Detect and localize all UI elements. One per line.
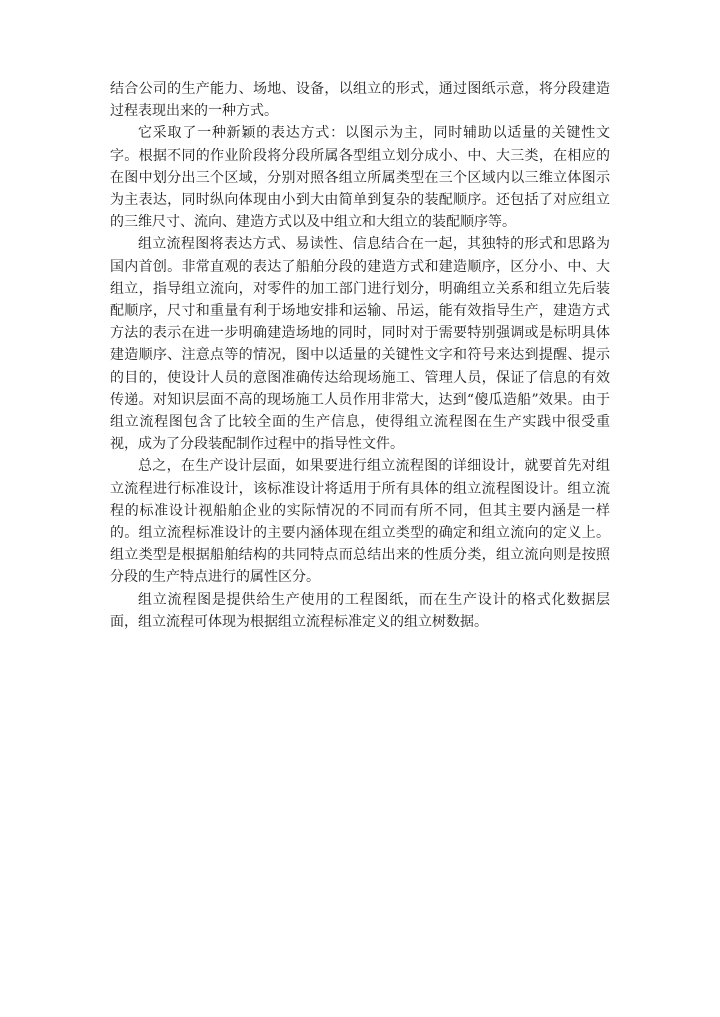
paragraph-3: 组立流程图将表达方式、易读性、信息结合在一起，其独特的形式和思路为国内首创。非常直观的表达了船舶分段的建造方式和建造顺序，区分小、中、大组立，指导组立流向，对零件的加工部门进行划分，明确组立关系和组立先后装配顺序，尺寸和重量有利于场地安排和运输、吊运，能有效指导生产，建造方式方法的表示在进一步明确建造场地的同时，同时对于需要特别强调或是标明具体建造顺序、注意点等的情况，图中以适量的关键性文字和符号来达到提醒、提示的目的，使设计人员的意图准确传达给现场施工、管理人员，保证了信息的有效传递。对知识层面不高的现场施工人员作用非常大，达到“傻瓜造船”效果。由于组立流程图包含了比较全面的生产信息，使得组立流程图在生产实践中很受重视，成为了分段装配制作过程中的指导性文件。 xyxy=(110,236,610,453)
document-body xyxy=(110,78,610,633)
paragraph-4: 总之，在生产设计层面，如果要进行组立流程图的详细设计，就要首先对组立流程进行标准设计，该标准设计将适用于所有具体的组立流程图设计。组立流程的标准设计视船舶企业的实际情况的不同而有所不同，但其主要内涵是一样的。组立流程标准设计的主要内涵体现在组立类型的确定和组立流向的定义上。组立类型是根据船舶结构的共同特点而总结出来的性质分类，组立流向则是按照分段的生产特点进行的属性区分。 xyxy=(110,458,610,586)
paragraph-1: 结合公司的生产能力、场地、设备，以组立的形式，通过图纸示意，将分段建造过程表现出来的一种方式。 xyxy=(110,81,610,120)
paragraph-2: 它采取了一种新颖的表达方式：以图示为主，同时辅助以适量的关键性文字。根据不同的作业阶段将分段所属各型组立划分成小、中、大三类，在相应的在图中划分出三个区域，分别对照各组立所属类型在三个区域内以三维立体图示为主表达，同时纵向体现由小到大由简单到复杂的装配顺序。还包括了对应组立的三维尺寸、流向、建造方式以及中组立和大组立的装配顺序等。 xyxy=(110,125,610,231)
paragraph-5: 组立流程图是提供给生产使用的工程图纸，而在生产设计的格式化数据层面，组立流程可体现为根据组立流程标准定义的组立树数据。 xyxy=(110,591,610,630)
